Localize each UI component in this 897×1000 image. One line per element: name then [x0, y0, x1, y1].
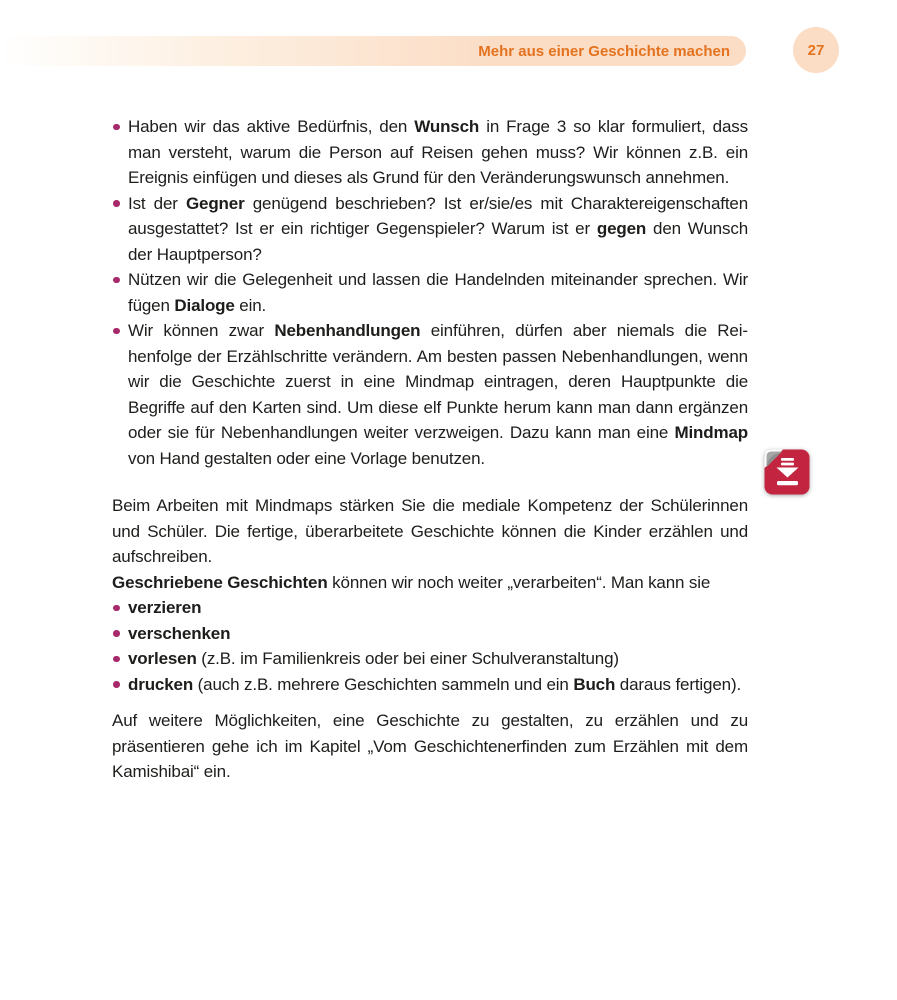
list-item: vorlesen (z.B. im Familienkreis oder bei einer Schulveranstaltung)	[112, 646, 748, 672]
paragraph-written-stories: Geschriebene Geschichten können wir noch weiter „verarbeiten“. Man kann sie	[112, 572, 711, 592]
page-number: 27	[807, 41, 825, 59]
list-item: Ist der Gegner genügend beschrieben? Ist er/sie/es mit Charaktereigenschaften ausgestattet? Ist er ein richtiger Gegenspieler? Warum ist er gegen den Wunsch der Hauptperson?	[112, 191, 748, 268]
story-revision-checklist	[112, 114, 748, 471]
story-usage-options-list	[112, 595, 748, 697]
paragraph-closing: Auf weitere Möglichkeiten, eine Geschichte zu gestalten, zu erzählen und zu präsentieren gehe ich im Kapitel „Vom Geschichtenerfinden zum Erzählen mit dem Kamishibai“ ein.	[112, 711, 748, 781]
download-icon[interactable]	[763, 448, 811, 496]
section-title: Mehr aus einer Geschichte machen	[478, 42, 730, 60]
list-item: Nützen wir die Gelegenheit und lassen die Handelnden miteinander sprechen. Wir fügen Dialoge ein.	[112, 267, 748, 318]
list-item: Haben wir das aktive Bedürfnis, den Wunsch in Frage 3 so klar formuliert, dass man versteht, warum die Person auf Reisen gehen muss? Wir können z.B. ein Ereignis einfügen und dieses als Grund für den Veränderungswunsch annehmen.	[112, 114, 748, 191]
list-item: verzieren	[112, 595, 748, 621]
list-item: Wir können zwar Nebenhandlungen einführen, dürfen aber niemals die Reihenfolge der Erzählschritte verändern. Am besten passen Nebenhandlungen, wenn wir die Geschichte zuerst in eine Mindmap eintragen, deren Hauptpunkte die Begriffe auf den Karten sind. Um diese elf Punkte herum kann man dann ergänzen oder sie für Nebenhandlungen weiter verzweigen. Dazu kann man eine Mindmap von Hand gestalten oder eine Vorlage benutzen.	[112, 318, 748, 471]
paragraph-mindmap-benefits: Beim Arbeiten mit Mindmaps stärken Sie die mediale Kompetenz der Schülerinnen und Schüler. Die fertige, überarbeitete Geschichte können die Kinder erzählen und aufschreiben.	[112, 496, 748, 566]
download-icon-graphic	[763, 448, 811, 496]
page-number-badge	[793, 27, 839, 73]
paragraph-group	[112, 493, 748, 595]
list-item: verschenken	[112, 621, 748, 647]
list-item: drucken (auch z.B. mehrere Geschichten sammeln und ein Buch daraus fertigen).	[112, 672, 748, 698]
page-content	[112, 114, 748, 785]
section-header-bar	[0, 36, 746, 66]
